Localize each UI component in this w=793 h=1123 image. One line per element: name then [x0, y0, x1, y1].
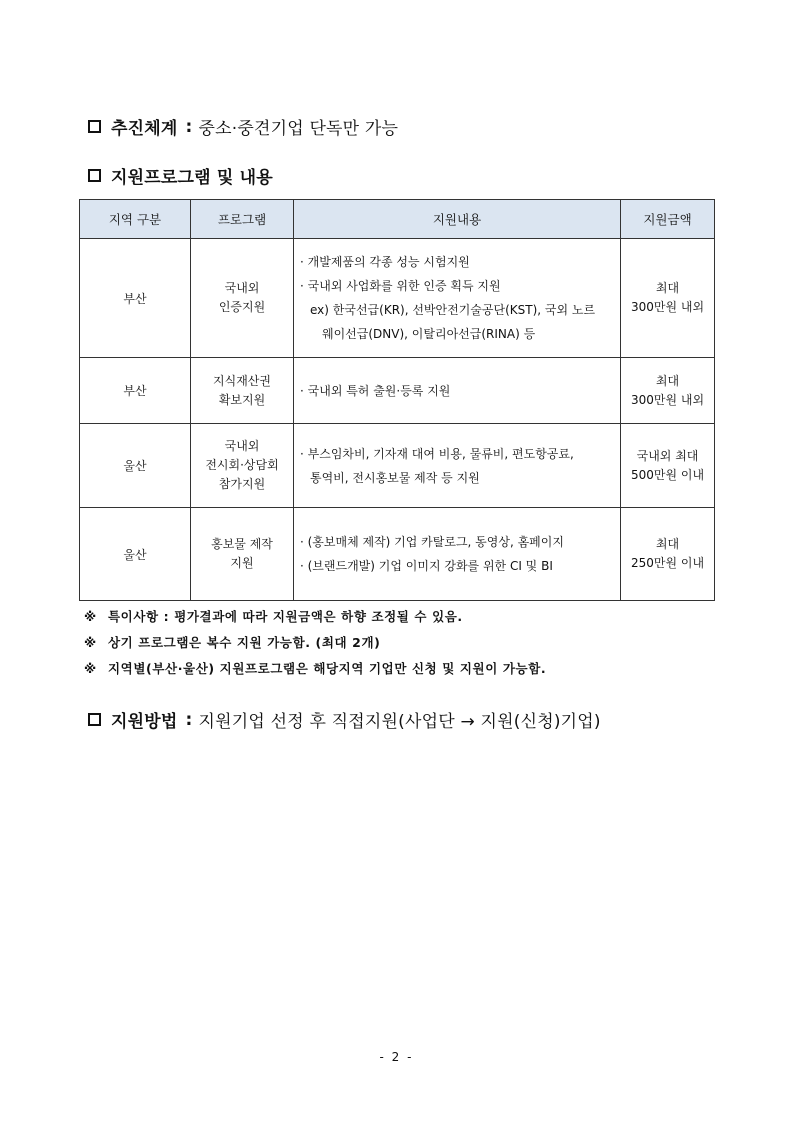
header-program: 프로그램: [191, 200, 294, 239]
cell-program: 홍보물 제작 지원: [191, 508, 294, 601]
cell-content: · 국내외 특허 출원·등록 지원: [294, 358, 621, 424]
note-item: ※ 특이사항 : 평가결과에 따라 지원금액은 하향 조정될 수 있음.: [84, 604, 546, 630]
notes-list: [84, 604, 546, 682]
section-title: 지원프로그램 및 내용: [111, 168, 273, 188]
section-title: 지원방법: [111, 712, 178, 732]
cell-program: 국내외 전시회·상담회 참가지원: [191, 424, 294, 508]
cell-amount: 최대 300만원 내외: [621, 358, 715, 424]
note-item: ※ 상기 프로그램은 복수 지원 가능함. (최대 2개): [84, 630, 546, 656]
page-number: - 2 -: [379, 1050, 414, 1064]
note-item: ※ 지역별(부산·울산) 지원프로그램은 해당지역 기업만 신청 및 지원이 가능함.: [84, 656, 546, 682]
cell-content: · 부스임차비, 기자재 대여 비용, 물류비, 편도항공료, 통역비, 전시홍보물 제작 등 지원: [294, 424, 621, 508]
table-row: [80, 358, 715, 424]
header-content: 지원내용: [294, 200, 621, 239]
cell-region: 부산: [80, 358, 191, 424]
cell-amount: 최대 250만원 이내: [621, 508, 715, 601]
cell-region: 울산: [80, 424, 191, 508]
section-description: 지원기업 선정 후 직접지원(사업단 → 지원(신청)기업): [198, 712, 601, 732]
section-title: 추진체계: [111, 119, 178, 139]
checkbox-square-icon: [88, 713, 101, 726]
header-region: 지역 구분: [80, 200, 191, 239]
cell-amount: 최대 300만원 내외: [621, 239, 715, 358]
cell-region: 부산: [80, 239, 191, 358]
section-heading-structure: 추진체계 : 중소·중견기업 단독만 가능: [88, 114, 398, 139]
table-row: [80, 508, 715, 601]
support-program-table: [79, 199, 715, 601]
cell-region: 울산: [80, 508, 191, 601]
table-row: [80, 424, 715, 508]
checkbox-square-icon: [88, 169, 101, 182]
cell-amount: 국내외 최대 500만원 이내: [621, 424, 715, 508]
cell-content: · (홍보매체 제작) 기업 카탈로그, 동영상, 홈페이지 · (브랜드개발) 기업 이미지 강화를 위한 CI 및 BI: [294, 508, 621, 601]
cell-program: 지식재산권 확보지원: [191, 358, 294, 424]
reference-mark-icon: ※: [84, 609, 97, 624]
table-header-row: [80, 200, 715, 239]
table-row: [80, 239, 715, 358]
section-heading-method: 지원방법 : 지원기업 선정 후 직접지원(사업단 → 지원(신청)기업): [88, 707, 601, 732]
section-description: 중소·중견기업 단독만 가능: [198, 119, 399, 139]
checkbox-square-icon: [88, 120, 101, 133]
reference-mark-icon: ※: [84, 661, 97, 676]
reference-mark-icon: ※: [84, 635, 97, 650]
cell-content: · 개발제품의 각종 성능 시험지원 · 국내외 사업화를 위한 인증 획득 지원 ex) 한국선급(KR), 선박안전기술공단(KST), 국외 노르 웨이선급(DNV), 이탈리아선급(RINA) 등: [294, 239, 621, 358]
section-heading-programs: [88, 163, 273, 188]
cell-program: 국내외 인증지원: [191, 239, 294, 358]
header-amount: 지원금액: [621, 200, 715, 239]
